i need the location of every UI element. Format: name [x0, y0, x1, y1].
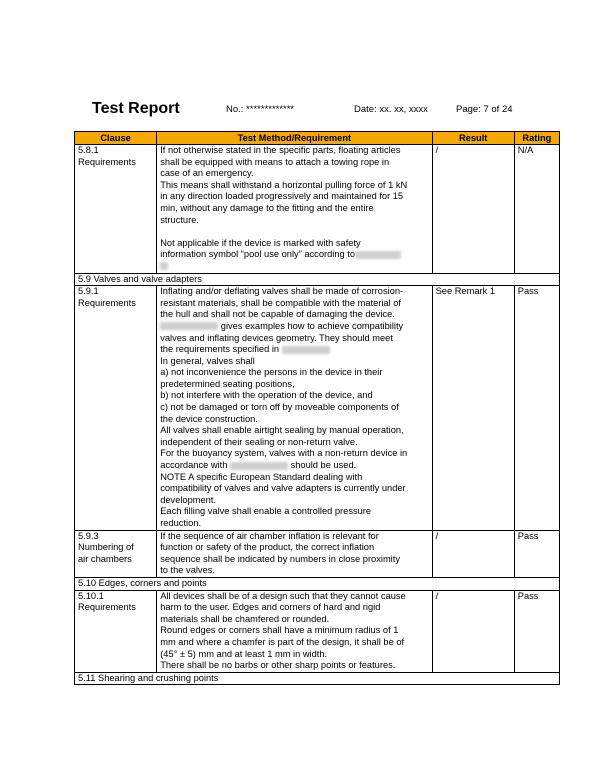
- requirement-line: There shall be no barbs or other sharp points or features.: [160, 660, 396, 671]
- requirement-line: function or safety of the product, the correct inflation: [160, 542, 375, 553]
- requirement-line: If the sequence of air chamber inflation is relevant for: [160, 530, 379, 541]
- requirement-line: reduction.: [160, 518, 202, 528]
- requirement-text: gives examples how to achieve compatibility: [220, 320, 404, 331]
- clause-number: 5.10.1: [78, 590, 104, 601]
- requirement-line: Each filling valve shall enable a controlled pressure: [160, 506, 372, 517]
- requirement-line: [160, 460, 429, 472]
- section-title: 5.9 Valves and valve adapters: [75, 273, 560, 286]
- requirement-line: NOTE A specific European Standard dealing with: [160, 471, 363, 482]
- redacted-text: [230, 462, 288, 470]
- requirement-text: information symbol “pool use only” according to: [160, 249, 356, 260]
- requirement-line: development.: [160, 494, 217, 505]
- requirement-line: Round edges or corners shall have a minimum radius of 1: [160, 625, 399, 636]
- requirement-line: min, without any damage to the fitting and the entire: [160, 202, 374, 213]
- clause-number: 5.9.1: [78, 286, 99, 297]
- clause-cell: [75, 530, 157, 577]
- requirement-line: [160, 261, 429, 273]
- rating-cell: Pass: [514, 590, 559, 672]
- requirement-line: c) not be damaged or torn off by moveable components of: [160, 402, 399, 413]
- table-header-row: [75, 132, 560, 145]
- column-header-rating: Rating: [514, 132, 559, 145]
- clause-title: Requirements: [78, 297, 136, 308]
- redacted-text: [160, 322, 218, 330]
- requirement-line: This means shall withstand a horizontal pulling force of 1 kN: [160, 179, 408, 190]
- clause-title: air chambers: [78, 553, 132, 564]
- rating-cell: N/A: [514, 145, 559, 274]
- clause-title: Requirements: [78, 602, 136, 613]
- requirement-line: All devices shall be of a design such that they cannot cause: [160, 590, 406, 601]
- requirement-line: case of an emergency.: [160, 168, 254, 179]
- redacted-text: [160, 262, 168, 270]
- redacted-text: [282, 346, 330, 354]
- requirement-text: the requirements specified in: [160, 344, 280, 355]
- requirement-line: Inflating and/or deflating valves shall be made of corrosion-: [160, 286, 404, 297]
- report-header: [92, 100, 562, 120]
- requirement-line: [160, 321, 429, 333]
- requirement-line: (45° ± 5) mm and at least 1 mm in width.: [160, 648, 328, 659]
- requirement-line: independent of their sealing or non-return valve.: [160, 436, 358, 447]
- section-row: [75, 273, 560, 286]
- clause-number: 5.9.3: [78, 530, 99, 541]
- requirement-line: materials shall be chamfered or rounded.: [160, 613, 330, 624]
- table-row: [75, 530, 560, 577]
- report-title: Test Report: [92, 100, 180, 117]
- section-title: 5.10 Edges, corners and points: [75, 577, 560, 590]
- requirement-line: [160, 249, 429, 261]
- requirement-line: valves and inflating devices geometry. They should meet: [160, 332, 393, 343]
- requirement-line: Not applicable if the device is marked with safety: [160, 237, 361, 248]
- requirement-cell: [157, 590, 432, 672]
- section-title: 5.11 Shearing and crushing points: [75, 672, 560, 685]
- report-number: No.: *************: [226, 104, 295, 115]
- requirement-line: to the valves.: [160, 565, 215, 576]
- requirement-cell: [157, 286, 432, 530]
- requirement-line: sequence shall be indicated by numbers in close proximity: [160, 553, 400, 564]
- report-date: Date: xx. xx, xxxx: [354, 104, 428, 115]
- column-header-clause: Clause: [75, 132, 157, 145]
- result-cell: /: [432, 145, 514, 274]
- clause-cell: [75, 590, 157, 672]
- rating-cell: Pass: [514, 286, 559, 530]
- requirement-line: compatibility of valves and valve adapters is currently under: [160, 483, 406, 494]
- requirement-line: predetermined seating positions,: [160, 378, 295, 389]
- section-row: [75, 577, 560, 590]
- result-cell: /: [432, 590, 514, 672]
- clause-title: Requirements: [78, 156, 136, 167]
- requirement-text: should be used.: [290, 460, 357, 471]
- page-indicator: Page: 7 of 24: [456, 104, 513, 115]
- requirement-line: In general, valves shall: [160, 355, 255, 366]
- requirement-line: structure.: [160, 214, 199, 225]
- test-report-table: [74, 131, 560, 685]
- clause-cell: [75, 145, 157, 274]
- requirement-line: in any direction loaded progressively and maintained for 15: [160, 191, 404, 202]
- requirement-line: shall be equipped with means to attach a towing rope in: [160, 156, 390, 167]
- column-header-result: Result: [432, 132, 514, 145]
- requirement-line: the device construction.: [160, 413, 258, 424]
- requirement-text: accordance with: [160, 460, 228, 471]
- clause-cell: [75, 286, 157, 530]
- redacted-text: [355, 251, 401, 259]
- table-row: [75, 145, 560, 274]
- requirement-line: [160, 344, 429, 356]
- requirement-line: For the buoyancy system, valves with a non-return device in: [160, 448, 408, 459]
- result-cell: /: [432, 530, 514, 577]
- requirement-cell: [157, 530, 432, 577]
- requirement-line: resistant materials, shall be compatible with the material of: [160, 297, 401, 308]
- blank-line: [160, 226, 429, 238]
- table-row: [75, 590, 560, 672]
- requirement-line: mm and where a chamfer is part of the design, it shall be of: [160, 636, 405, 647]
- clause-title: Numbering of: [78, 542, 134, 553]
- requirement-line: harm to the user. Edges and corners of hard and rigid: [160, 602, 381, 613]
- section-row: [75, 672, 560, 685]
- requirement-line: a) not inconvenience the persons in the device in their: [160, 367, 383, 378]
- requirement-line: the hull and shall not be capable of damaging the device.: [160, 309, 395, 320]
- clause-number: 5.8.1: [78, 145, 99, 155]
- rating-cell: Pass: [514, 530, 559, 577]
- table-row: [75, 286, 560, 530]
- requirement-cell: [157, 145, 432, 274]
- requirement-line: b) not interfere with the operation of the device, and: [160, 390, 373, 401]
- column-header-method: Test Method/Requirement: [157, 132, 432, 145]
- result-cell: See Remark 1: [432, 286, 514, 530]
- requirement-line: All valves shall enable airtight sealing by manual operation,: [160, 425, 404, 436]
- requirement-line: If not otherwise stated in the specific parts, floating articles: [160, 145, 401, 155]
